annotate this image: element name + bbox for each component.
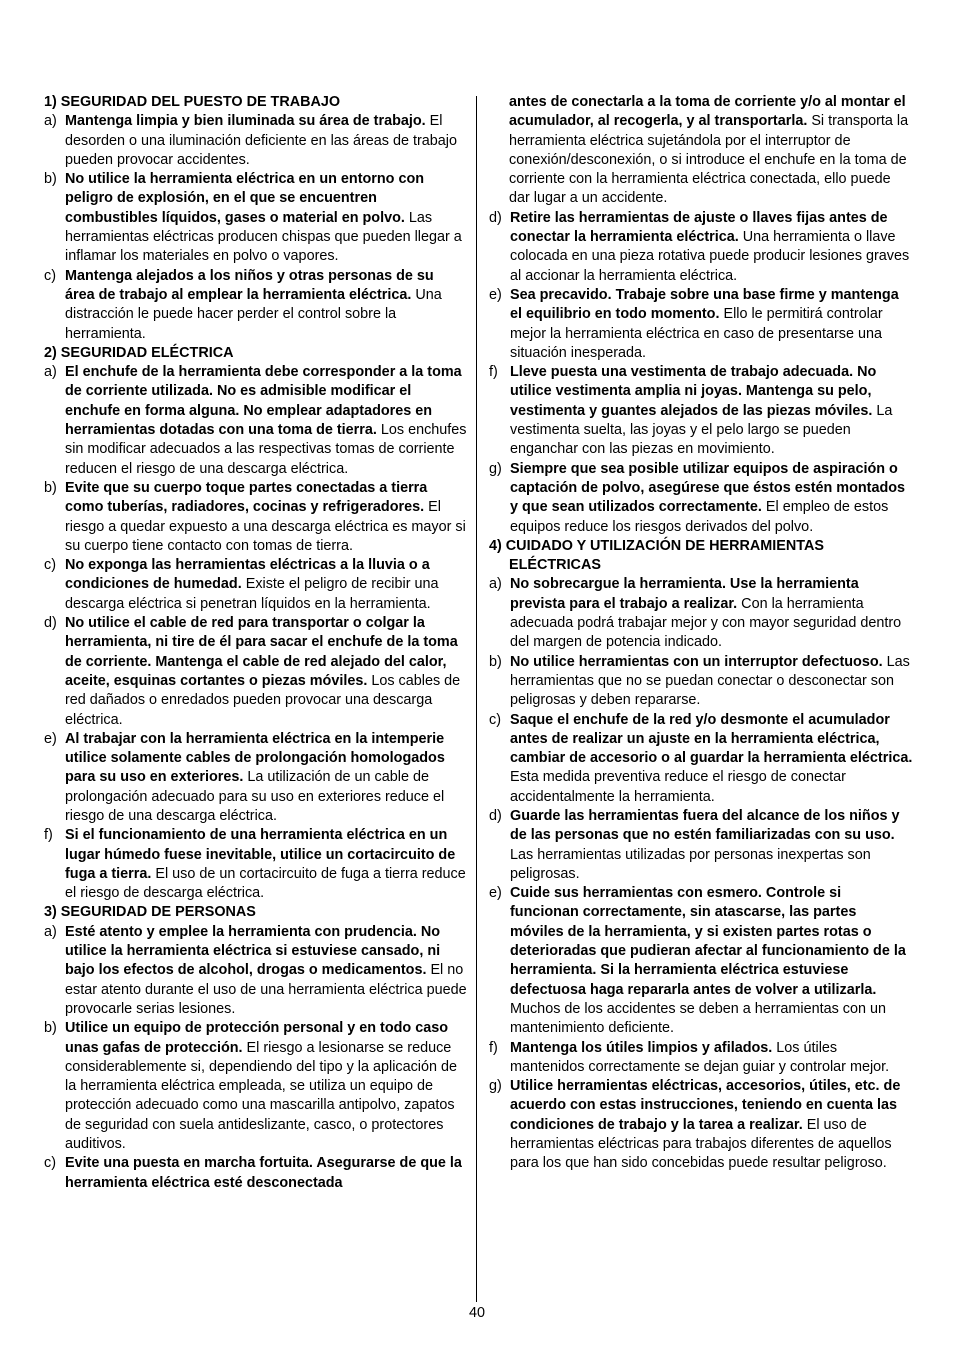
item-bold-text: Si el funcionamiento de una herramienta eléctrica en un lugar húmedo fuese inevitable, utilice un cortacircuito de fuga a tierra. (65, 827, 456, 882)
item-label: d) (489, 209, 502, 226)
item-label: f) (489, 1039, 498, 1056)
item-body-text: Las herramientas utilizadas por personas inexpertas son peligrosas. (510, 846, 871, 882)
item-bold-text: Retire las herramientas de ajuste o llaves fijas antes de conectar la herramienta eléctrica. (510, 209, 888, 246)
item-body-text: Con la herramienta adecuada podrá trabajar mejor y con mayor seguridad dentro del margen de potencia indicado. (510, 595, 902, 651)
column-divider (476, 96, 477, 1302)
list-item (44, 479, 467, 556)
list-item (44, 614, 467, 730)
item-bold-text: Mantenga limpia y bien iluminada su área de trabajo. (65, 113, 426, 130)
item-bold-text: No utilice el cable de red para transportar o colgar la herramienta, ni tire de él para sacar el enchufe de la toma de corriente. Mantenga el cable de red alejado del calor, aceite, esquinas cortantes o piezas móviles. (65, 615, 458, 689)
right-column (489, 93, 913, 1174)
item-body-text: Esta medida preventiva reduce el riesgo de conectar accidentalmente la herramienta. (510, 769, 846, 805)
item-label: e) (489, 286, 502, 303)
list-item (489, 460, 913, 537)
item-label: c) (44, 1155, 56, 1172)
item-bold-text: No utilice herramientas con un interruptor defectuoso. (510, 653, 883, 670)
item-bold-text: Guarde las herramientas fuera del alcance de los niños y de las personas que no estén familiarizadas con su uso. (510, 807, 900, 844)
item-body-text: El uso de herramientas eléctricas para trabajos diferentes de aquellos para los que han sido concebidas puede resultar peligroso. (510, 1116, 892, 1172)
item-bold-text: Mantenga alejados a los niños y otras personas de su área de trabajo al emplear la herramienta eléctrica. (65, 267, 434, 303)
list-item (44, 1154, 467, 1193)
item-label: e) (489, 885, 502, 902)
item-body-text: El empleo de estos equipos reduce los riesgos derivados del polvo. (510, 499, 889, 535)
item-bold-text: antes de conectarla a la toma de corriente y/o al montar el acumulador, al recogerla, y al transportarla. (509, 94, 906, 130)
item-label: f) (489, 364, 498, 381)
item-body-text: Una herramienta o llave colocada en una pieza rotativa puede producir lesiones graves al accionar la herramienta eléctrica. (510, 229, 910, 284)
item-label: e) (44, 730, 57, 747)
list-item (44, 730, 467, 826)
item-body-text: Muchos de los accidentes se deben a herramientas con un mantenimiento deficiente. (510, 1000, 886, 1037)
item-label: d) (44, 615, 57, 632)
item-body-text: Los enchufes sin modificar adecuados a las respectivas tomas de corriente reducen el riesgo de una descarga eléctrica. (65, 422, 467, 477)
section-title: 2) SEGURIDAD ELÉCTRICA (44, 344, 234, 361)
list-item (489, 807, 913, 884)
item-body-text: La utilización de un cable de prolongación adecuado para su uso en exteriores reduce el riesgo de una descarga eléctrica. (65, 769, 445, 824)
item-label: b) (489, 653, 502, 670)
list-item (489, 575, 913, 652)
item-bold-text: No sobrecargue la herramienta. Use la herramienta prevista para el trabajo a realizar. (510, 576, 859, 612)
list-item (44, 556, 467, 614)
item-body-text: Una distracción le puede hacer perder el control sobre la herramienta. (65, 286, 442, 342)
item-bold-text: Utilice herramientas eléctricas, accesorios, útiles, etc. de acuerdo con estas instrucciones, teniendo en cuenta las condiciones de trabajo y la tarea a realizar. (510, 1078, 901, 1133)
item-label: c) (489, 711, 501, 728)
item-body-text: Las herramientas que no se puedan conectar o desconectar son peligrosas y deben repararse. (510, 653, 910, 709)
item-label: b) (44, 171, 57, 188)
item-bold-text: Utilice un equipo de protección personal y en todo caso unas gafas de protección. (65, 1020, 449, 1056)
list-item (44, 170, 467, 266)
item-label: c) (44, 557, 56, 574)
item-bold-text: Esté atento y emplee la herramienta con prudencia. No utilice la herramienta eléctrica si estuviese cansado, ni bajo los efectos de alcohol, drogas o medicamentos. (65, 923, 441, 979)
item-bold-text: Evite una puesta en marcha fortuita. Asegurarse de que la herramienta eléctrica esté desconectada (65, 1155, 462, 1191)
item-body-text: El uso de un cortacircuito de fuga a tierra reduce el riesgo de descarga eléctrica. (65, 865, 466, 902)
item-bold-text: El enchufe de la herramienta debe corresponder a la toma de corriente utilizada. No es admisible modificar el enchufe en forma alguna. No emplear adaptadores en herramientas dotadas con una toma de tierra. (65, 364, 462, 439)
item-bold-text: Cuide sus herramientas con esmero. Controle si funcionan correctamente, sin atascarse, las partes móviles de la herramienta, y si existen partes rotas o deterioradas que pudieran afectar al funcionamiento de la herramienta. Si la herramienta eléctrica estuviese defectuosa haga repararla antes de volver a utilizarla. (510, 885, 906, 998)
section-title: 1) SEGURIDAD DEL PUESTO DE TRABAJO (44, 94, 341, 110)
item-bold-text: Siempre que sea posible utilizar equipos de aspiración o captación de polvo, asegúrese que éstos estén montados y que sean utilizados correctamente. (510, 460, 906, 516)
item-label: g) (489, 1078, 502, 1095)
list-item (489, 286, 913, 363)
list-item (489, 363, 913, 459)
item-body-text: El riesgo a quedar expuesto a una descarga eléctrica es mayor si su cuerpo tiene contacto con tomas de tierra. (65, 499, 466, 554)
section-title: 4) CUIDADO Y UTILIZACIÓN DE HERRAMIENTAS ELÉCTRICAS (489, 537, 824, 574)
list-item (489, 93, 913, 209)
item-bold-text: No exponga las herramientas eléctricas a la lluvia o a condiciones de humedad. (65, 557, 430, 593)
list-item (44, 923, 467, 1019)
list-item (44, 363, 467, 479)
item-bold-text: Al trabajar con la herramienta eléctrica en la intemperie utilice solamente cables de prolongación homologados para su uso en exteriores. (65, 730, 445, 786)
item-label: a) (44, 923, 57, 940)
list-item (44, 267, 467, 344)
section-title: 3) SEGURIDAD DE PERSONAS (44, 904, 256, 921)
item-label: g) (489, 460, 502, 477)
item-body-text: El riesgo a lesionarse se reduce considerablemente si, dependiendo del tipo y la aplicación de la herramienta eléctrica empleada, se utiliza un equipo de protección adecuado como una mascarilla antipolvo, zapatos de seguridad con suela antideslizante, casco, o protectores auditivos. (65, 1039, 458, 1153)
left-column (44, 93, 467, 1193)
item-label: a) (44, 364, 57, 381)
item-label: f) (44, 827, 53, 844)
item-body-text: Ello le permitirá controlar mejor la herramienta eléctrica en caso de presentarse una situación inesperada. (510, 306, 883, 361)
list-item (489, 653, 913, 711)
item-body-text: El desorden o una iluminación deficiente en las áreas de trabajo pueden provocar accidentes. (65, 113, 458, 168)
item-bold-text: Evite que su cuerpo toque partes conectadas a tierra como tuberías, radiadores, cocinas y refrigeradores. (65, 479, 428, 516)
item-body-text: Si transporta la herramienta eléctrica sujetándola por el interruptor de conexión/desconexión, o si introduce el enchufe en la toma de corriente con la herramienta eléctrica conectada, ello puede dar lugar a un accidente. (509, 113, 909, 207)
list-item (489, 884, 913, 1038)
item-body-text: Existe el peligro de recibir una descarga eléctrica si penetran líquidos en la herramienta. (65, 576, 439, 612)
item-body-text: La vestimenta suelta, las joyas y el pelo largo se pueden enganchar con las piezas en movimiento. (510, 402, 893, 458)
item-body-text: Las herramientas eléctricas producen chispas que pueden llegar a inflamar los materiales en polvo o vapores. (65, 209, 462, 265)
item-body-text: El no estar atento durante el uso de una herramienta eléctrica puede provocarle serias lesiones. (65, 962, 467, 1017)
list-item (489, 209, 913, 286)
item-bold-text: Saque el enchufe de la red y/o desmonte el acumulador antes de realizar un ajuste en la herramienta eléctrica, cambiar de accesorio o al guardar la herramienta eléctrica. (510, 711, 913, 767)
item-body-text: Los útiles mantenidos correctamente se dejan guiar y controlar mejor. (510, 1039, 890, 1075)
item-body-text: Los cables de red dañados o enredados pueden provocar una descarga eléctrica. (65, 672, 461, 728)
item-label: c) (44, 267, 56, 284)
item-label: b) (44, 479, 57, 496)
item-label: a) (44, 113, 57, 130)
page-number: 40 (468, 1305, 485, 1321)
item-bold-text: No utilice la herramienta eléctrica en un entorno con peligro de explosión, en el que se encuentren combustibles líquidos, gases o material en polvo. (65, 171, 425, 226)
item-bold-text: Sea precavido. Trabaje sobre una base firme y mantenga el equilibrio en todo momento. (510, 286, 899, 323)
item-bold-text: Mantenga los útiles limpios y afilados. (510, 1039, 773, 1056)
item-bold-text: Lleve puesta una vestimenta de trabajo adecuada. No utilice vestimenta amplia ni joyas. Mantenga su pelo, vestimenta y guantes alejados de las piezas móviles. (510, 364, 877, 419)
list-item (489, 1077, 913, 1173)
list-item (44, 1019, 467, 1154)
list-item (489, 711, 913, 807)
list-item (44, 112, 467, 170)
item-label: d) (489, 807, 502, 824)
list-item (44, 826, 467, 903)
item-label: a) (489, 576, 502, 593)
item-label: b) (44, 1020, 57, 1037)
list-item (489, 1039, 913, 1078)
